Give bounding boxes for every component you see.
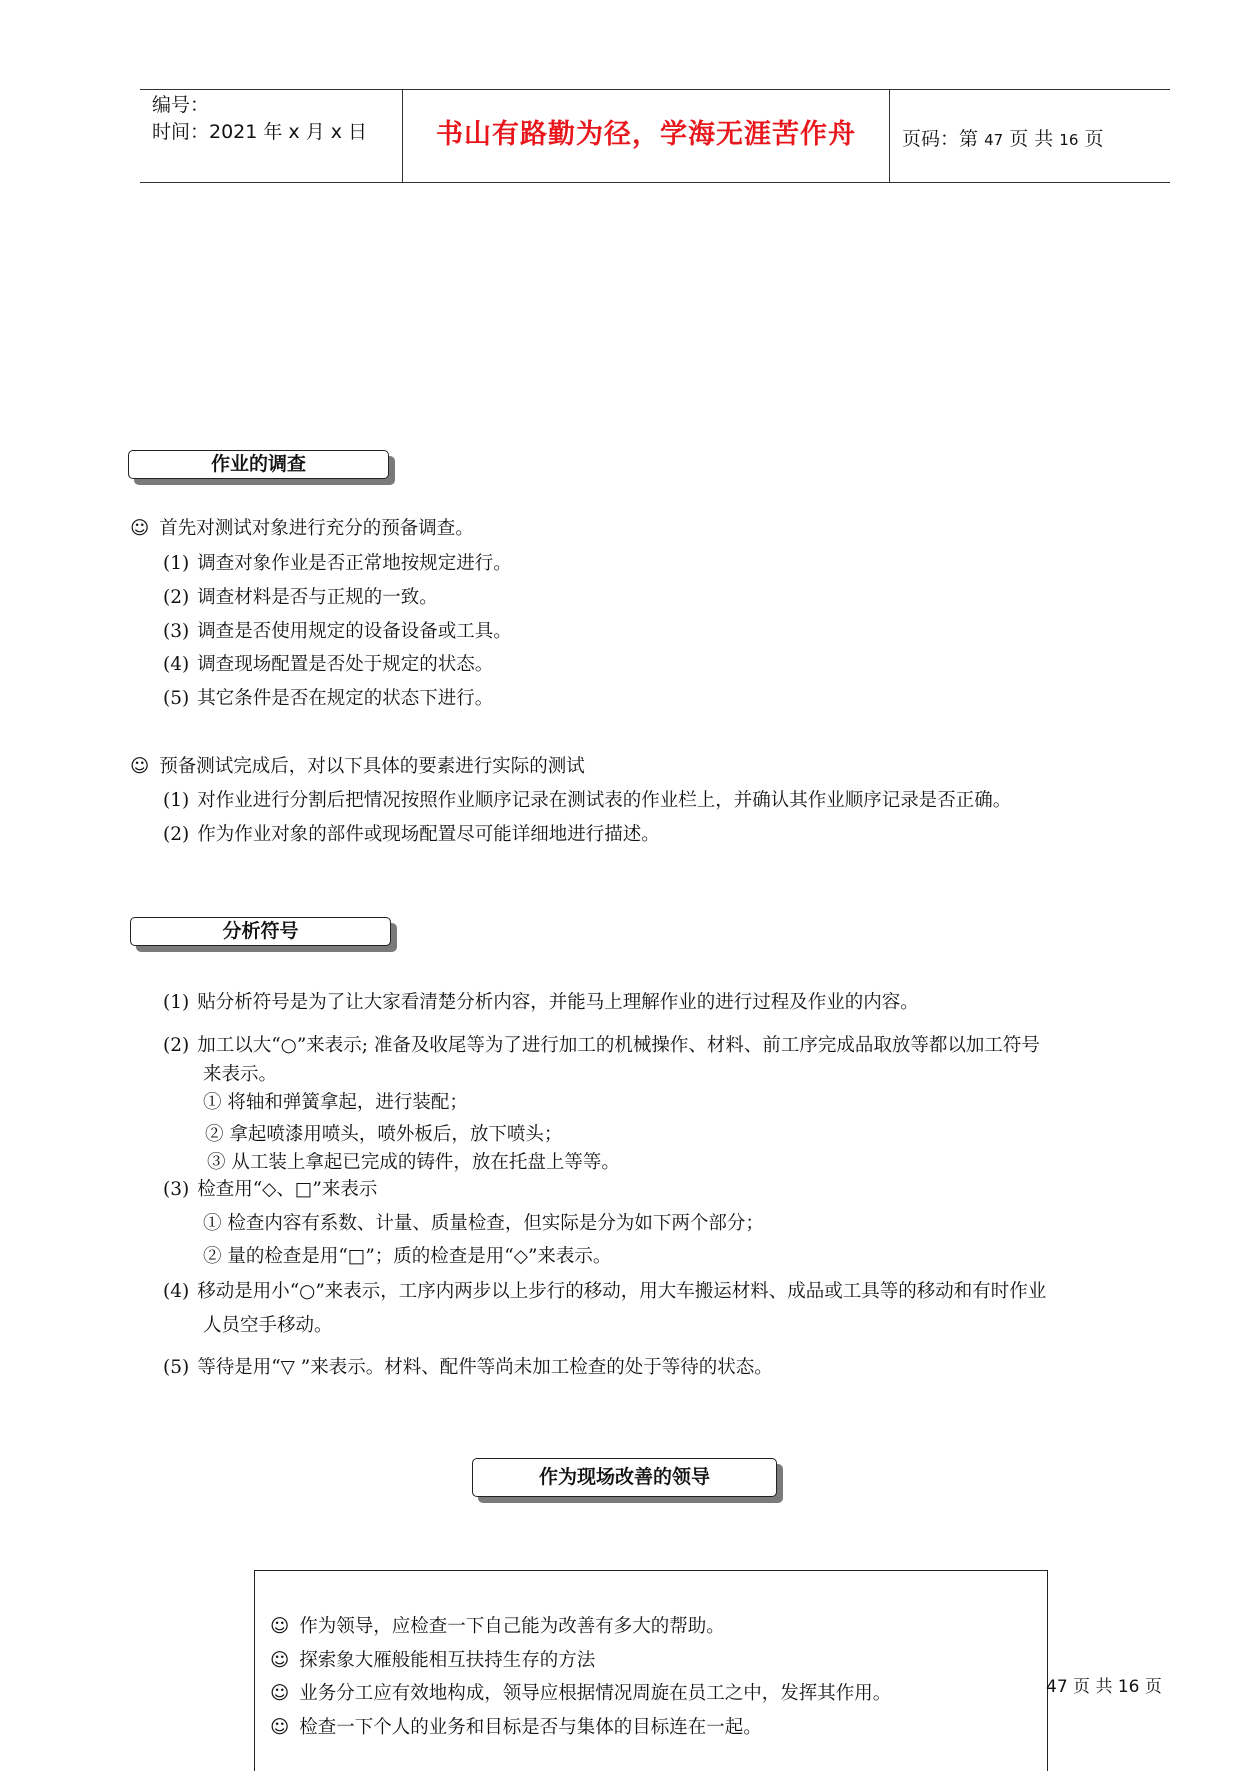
section-title-leadership: 作为现场改善的领导: [472, 1458, 777, 1497]
header-page-info: [902, 124, 1103, 151]
footer-page-info: [1046, 1672, 1162, 1697]
footer-page-suffix: 页: [1144, 1677, 1162, 1697]
list-item: (2) 调查材料是否与正规的一致。: [163, 587, 438, 608]
list-item: ☺ 作为领导，应检查一下自己能为改善有多大的帮助。: [270, 1616, 725, 1637]
list-item-continuation: 来表示。: [203, 1064, 278, 1085]
smiley-icon: ☺: [270, 1717, 290, 1738]
list-item-continuation: 人员空手移动。: [203, 1315, 333, 1336]
intro-text-2: 预备测试完成后，对以下具体的要素进行实际的测试: [159, 756, 585, 777]
list-item: (5) 其它条件是否在规定的状态下进行。: [163, 688, 494, 709]
smiley-icon: ☺: [270, 1683, 290, 1704]
list-item: (1) 调查对象作业是否正常地按规定进行。: [163, 553, 512, 574]
header-meta: [152, 92, 367, 146]
page-current: 47: [984, 131, 1004, 149]
time-label: 时间：2021 年 x 月 x 日: [152, 121, 368, 143]
list-item: (4) 调查现场配置是否处于规定的状态。: [163, 654, 494, 675]
footer-page-total: 16: [1117, 1677, 1140, 1697]
list-item: (3) 检查用“◇、□”来表示: [163, 1179, 378, 1200]
header-motto: 书山有路勤为径，学海无涯苦作舟: [436, 119, 856, 150]
list-item: (1) 对作业进行分割后把情况按照作业顺序记录在测试表的作业栏上，并确认其作业顺序记录是否正确。: [163, 790, 1012, 811]
smiley-icon: ☺: [130, 756, 150, 777]
section-title-job-survey: 作业的调查: [128, 450, 389, 479]
list-item: (5) 等待是用“▽ ”来表示。材料、配件等尚未加工检查的处于等待的状态。: [163, 1357, 773, 1378]
sub-item: ③ 从工装上拿起已完成的铸件，放在托盘上等等。: [207, 1152, 620, 1173]
list-item: (1) 贴分析符号是为了让大家看清楚分析内容，并能马上理解作业的进行过程及作业的内容。: [163, 992, 919, 1013]
header-top-rule: [140, 89, 1170, 90]
list-item: ☺ 检查一下个人的业务和目标是否与集体的目标连在一起。: [270, 1717, 762, 1738]
smiley-icon: ☺: [270, 1616, 290, 1637]
list-item: (4) 移动是用小“○”来表示，工序内两步以上步行的移动，用大车搬运材料、成品或工具等的移动和有时作业: [163, 1281, 1047, 1302]
number-label: 编号：: [152, 94, 210, 116]
page-total: 16: [1059, 131, 1079, 149]
intro-text-1: 首先对测试对象进行充分的预备调查。: [159, 518, 474, 539]
list-item: (2) 作为作业对象的部件或现场配置尽可能详细地进行描述。: [163, 824, 660, 845]
sub-item: ① 检查内容有系数、计量、质量检查，但实际是分为如下两个部分；: [203, 1213, 764, 1234]
list-item: (3) 调查是否使用规定的设备设备或工具。: [163, 621, 512, 642]
sub-item: ② 量的检查是用“□”；质的检查是用“◇”来表示。: [203, 1246, 612, 1267]
header-bottom-rule: [140, 182, 1170, 183]
page-prefix: 页码：第: [902, 128, 979, 150]
sub-item: ① 将轴和弹簧拿起，进行装配；: [203, 1092, 468, 1113]
header-divider-right: [889, 89, 890, 182]
sub-item: ② 拿起喷漆用喷头，喷外板后，放下喷头；: [205, 1124, 563, 1145]
smiley-icon: ☺: [270, 1650, 290, 1671]
footer-page-mid: 页 共: [1073, 1677, 1113, 1697]
list-item: ☺ 探索象大雁般能相互扶持生存的方法: [270, 1650, 596, 1671]
page-mid: 页 共: [1009, 128, 1054, 150]
footer-page-current: 47: [1046, 1677, 1068, 1697]
smiley-icon: ☺: [130, 518, 150, 539]
section-title-analysis-symbols: 分析符号: [130, 917, 391, 946]
intro-paragraph-2: [130, 752, 585, 778]
list-item: ☺ 业务分工应有效地构成，领导应根据情况周旋在员工之中，发挥其作用。: [270, 1683, 892, 1704]
list-item: (2) 加工以大“○”来表示; 准备及收尾等为了进行加工的机械操作、材料、前工序完成品取放等都以加工符号: [163, 1035, 1040, 1056]
page-suffix: 页: [1084, 128, 1104, 150]
intro-paragraph-1: [130, 514, 474, 540]
